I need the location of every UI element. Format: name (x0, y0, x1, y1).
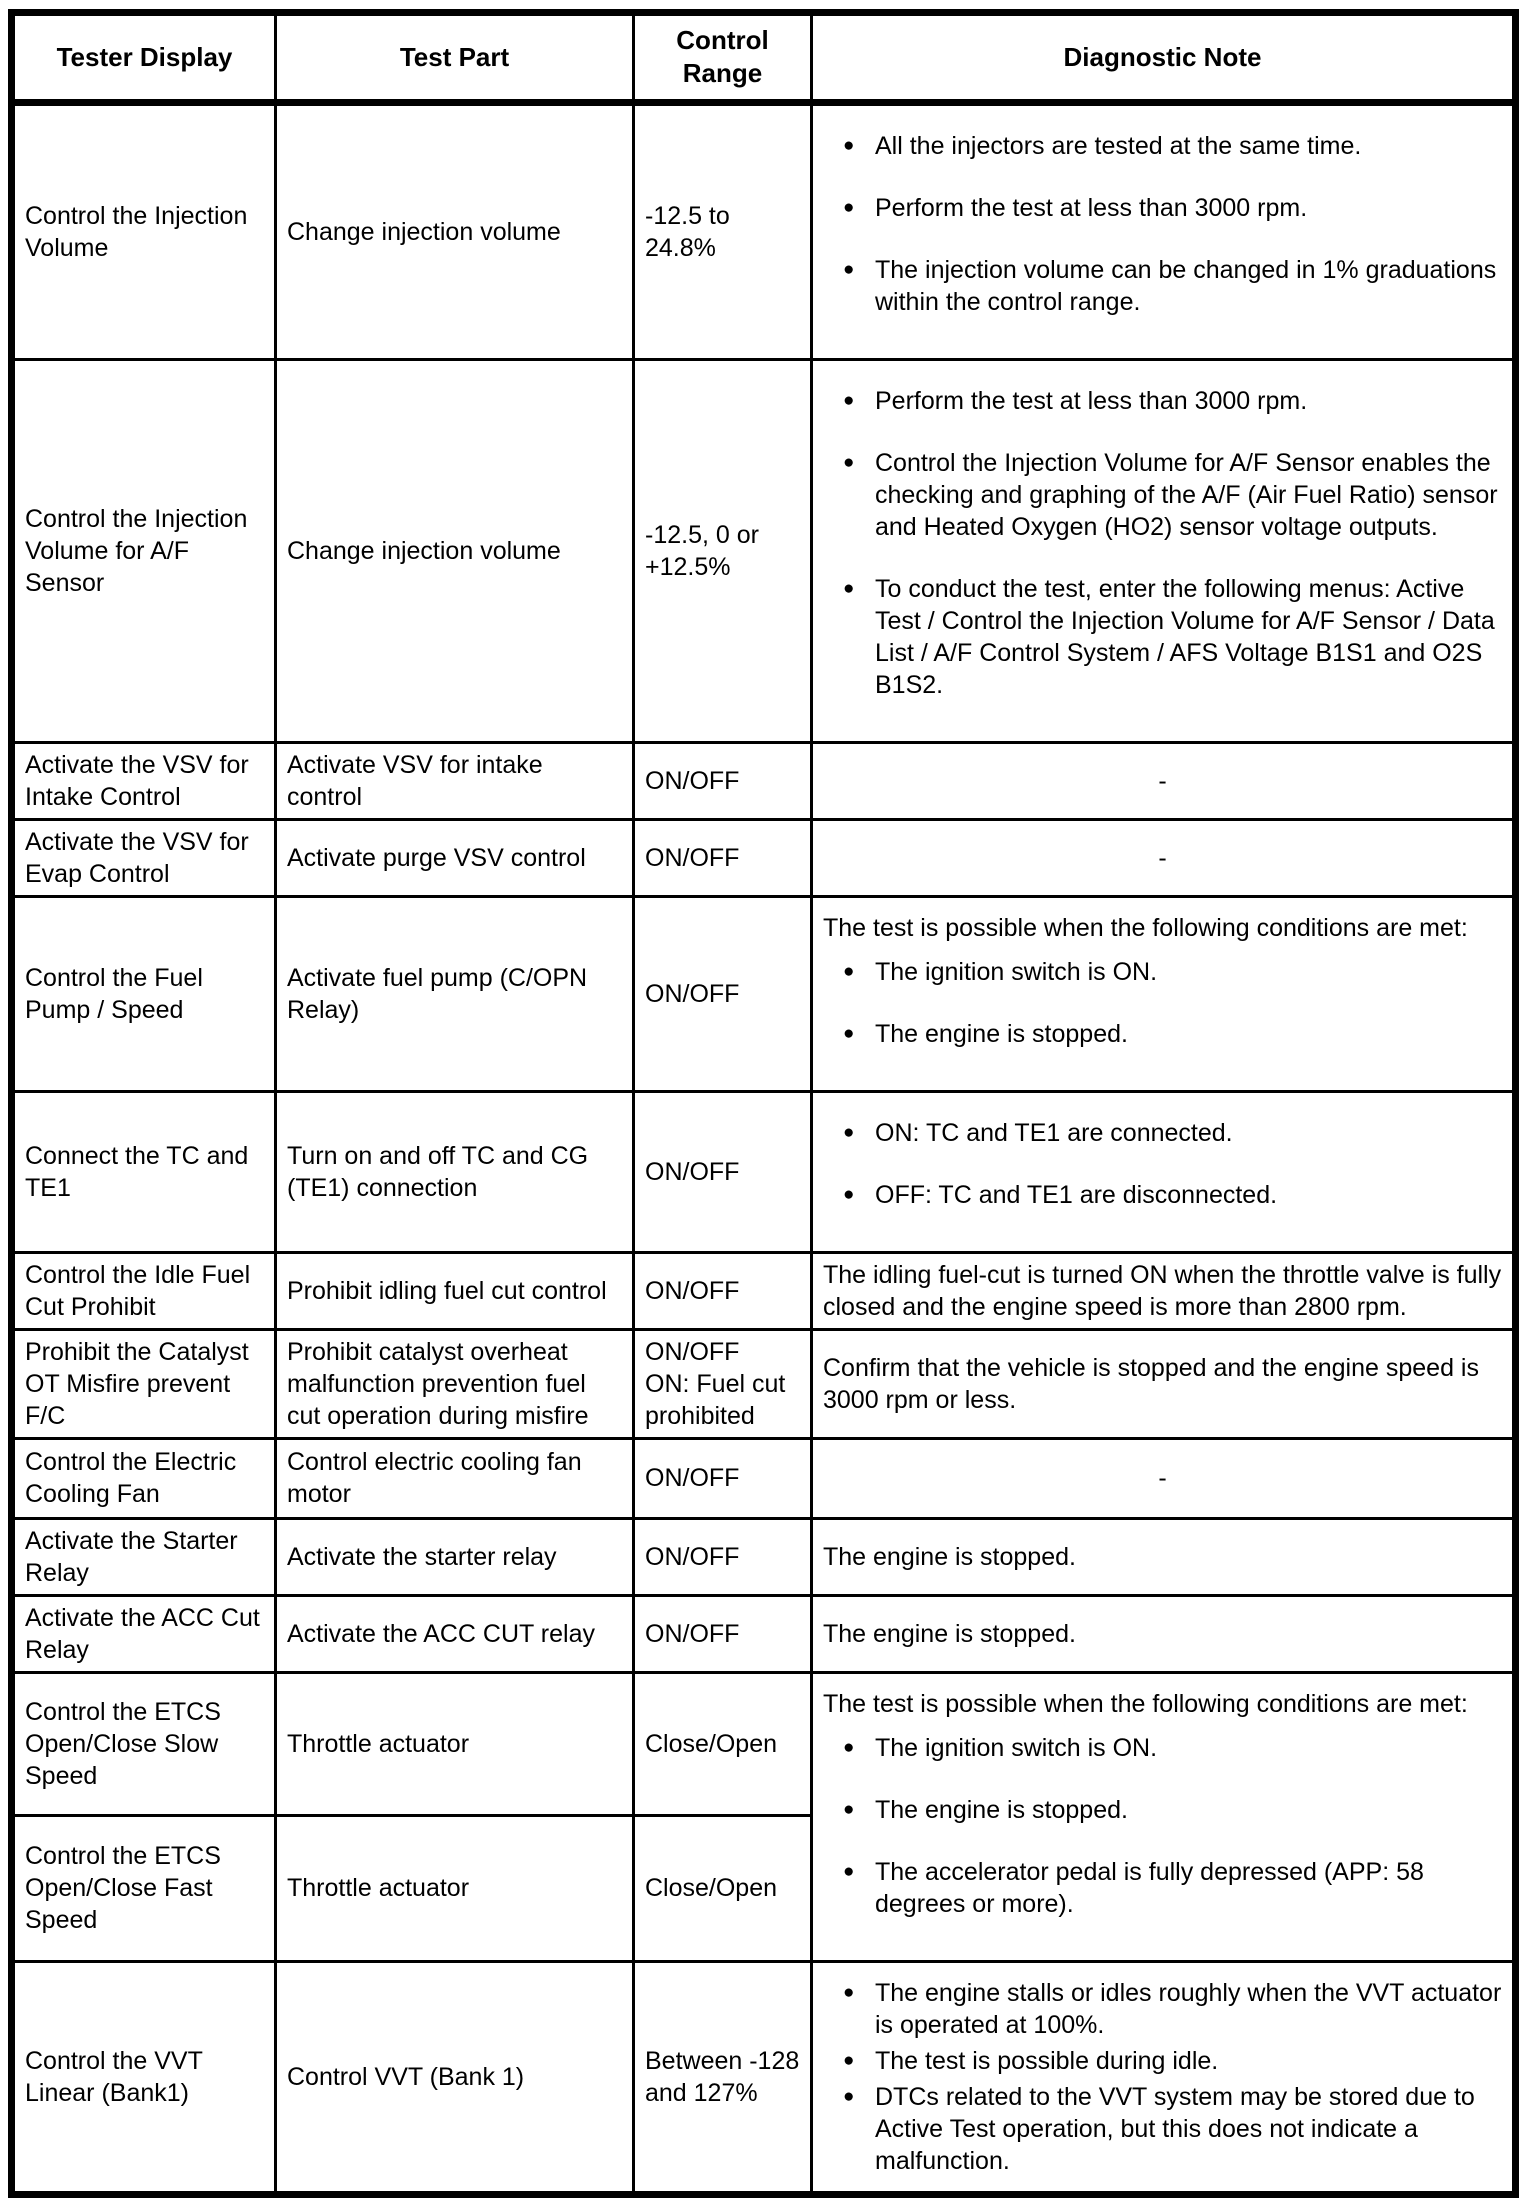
bullet-icon: ● (843, 577, 855, 599)
bullet-text: DTCs related to the VVT system may be stored due to Active Test operation, but this does not indicate a malfunction. (875, 2082, 1475, 2175)
table-row (12, 359, 1516, 742)
cell-diagnostic-note: The idling fuel-cut is turned ON when the throttle valve is fully closed and the engine speed is more than 2800 rpm. (812, 1252, 1516, 1329)
cell-control-range (634, 1329, 812, 1438)
control-range-line1: ON/OFF (645, 1337, 740, 1366)
table-row (12, 1595, 1516, 1672)
cell-diagnostic-note: Confirm that the vehicle is stopped and the engine speed is 3000 rpm or less. (812, 1329, 1516, 1438)
cell-diagnostic-note: The engine is stopped. (812, 1518, 1516, 1595)
bullet-item (831, 1794, 1502, 1826)
cell-control-range: Between -128 and 127% (634, 1961, 812, 2194)
bullet-item (831, 956, 1502, 988)
bullet-icon: ● (843, 134, 855, 156)
bullet-icon: ● (843, 1121, 855, 1143)
bullet-icon: ● (843, 2049, 855, 2071)
bullet-text: The accelerator pedal is fully depressed (APP: 58 degrees or more). (875, 1857, 1424, 1918)
bullet-icon: ● (843, 1798, 855, 1820)
bullet-item (831, 254, 1502, 318)
header-diagnostic-note: Diagnostic Note (812, 13, 1516, 103)
bullet-item (831, 2081, 1502, 2177)
table-row (12, 1672, 1516, 1816)
header-tester-display: Tester Display (12, 13, 276, 103)
cell-tester-display: Control the Idle Fuel Cut Prohibit (12, 1252, 276, 1329)
table-row (12, 1252, 1516, 1329)
bullet-icon: ● (843, 1022, 855, 1044)
cell-control-range: ON/OFF (634, 819, 812, 896)
cell-control-range: -12.5 to 24.8% (634, 102, 812, 359)
cell-test-part: Throttle actuator (276, 1816, 634, 1961)
bullet-icon: ● (843, 1981, 855, 2003)
cell-control-range: ON/OFF (634, 896, 812, 1091)
cell-tester-display: Activate the Starter Relay (12, 1518, 276, 1595)
cell-tester-display: Connect the TC and TE1 (12, 1091, 276, 1252)
bullet-icon: ● (843, 960, 855, 982)
bullet-item (831, 192, 1502, 224)
bullet-text: OFF: TC and TE1 are disconnected. (875, 1180, 1278, 1209)
cell-diagnostic-note-merged (812, 1672, 1516, 1961)
bullet-item (831, 2045, 1502, 2077)
cell-test-part: Change injection volume (276, 102, 634, 359)
bullet-text: Perform the test at less than 3000 rpm. (875, 386, 1308, 415)
table-row (12, 896, 1516, 1091)
cell-control-range: Close/Open (634, 1672, 812, 1816)
bullet-text: The injection volume can be changed in 1% graduations within the control range. (875, 255, 1497, 316)
bullet-text: To conduct the test, enter the following menus: Active Test / Control the Injection Volume for A/F Sensor / Data List / A/F Control System / AFS Voltage B1S1 and O2S B1S2. (875, 574, 1495, 699)
cell-tester-display: Prohibit the Catalyst OT Misfire prevent F/C (12, 1329, 276, 1438)
table-row (12, 1961, 1516, 2194)
cell-tester-display: Control the VVT Linear (Bank1) (12, 1961, 276, 2194)
cell-control-range: ON/OFF (634, 1252, 812, 1329)
cell-test-part: Control VVT (Bank 1) (276, 1961, 634, 2194)
bullet-item (831, 1179, 1502, 1211)
bullet-text: The ignition switch is ON. (875, 1733, 1158, 1762)
bullet-text: The engine stalls or idles roughly when the VVT actuator is operated at 100%. (875, 1978, 1502, 2039)
table-row (12, 819, 1516, 896)
table-row (12, 1438, 1516, 1518)
cell-test-part: Activate purge VSV control (276, 819, 634, 896)
cell-test-part: Prohibit catalyst overheat malfunction prevention fuel cut operation during misfire (276, 1329, 634, 1438)
cell-diagnostic-note: - (812, 819, 1516, 896)
cell-test-part: Control electric cooling fan motor (276, 1438, 634, 1518)
bullet-item (831, 1732, 1502, 1764)
bullet-item (831, 1856, 1502, 1920)
bullet-item (831, 1117, 1502, 1149)
note-intro: The test is possible when the following conditions are met: (823, 1689, 1468, 1718)
cell-control-range: -12.5, 0 or +12.5% (634, 359, 812, 742)
cell-test-part: Activate the starter relay (276, 1518, 634, 1595)
bullet-item (831, 447, 1502, 543)
bullet-icon: ● (843, 1860, 855, 1882)
cell-diagnostic-note (812, 1091, 1516, 1252)
header-test-part: Test Part (276, 13, 634, 103)
bullet-icon: ● (843, 389, 855, 411)
control-range-line2: ON: Fuel cut prohibited (645, 1369, 786, 1430)
header-row (12, 13, 1516, 103)
cell-tester-display: Activate the VSV for Evap Control (12, 819, 276, 896)
bullet-icon: ● (843, 196, 855, 218)
bullet-text: Perform the test at less than 3000 rpm. (875, 193, 1308, 222)
bullet-icon: ● (843, 451, 855, 473)
cell-tester-display: Activate the ACC Cut Relay (12, 1595, 276, 1672)
cell-tester-display: Control the Injection Volume (12, 102, 276, 359)
bullet-item (831, 130, 1502, 162)
note-intro: The test is possible when the following conditions are met: (823, 913, 1468, 942)
cell-test-part: Change injection volume (276, 359, 634, 742)
header-control-range: Control Range (634, 13, 812, 103)
bullet-text: The ignition switch is ON. (875, 957, 1158, 986)
cell-control-range: ON/OFF (634, 742, 812, 819)
cell-diagnostic-note (812, 359, 1516, 742)
cell-control-range: ON/OFF (634, 1595, 812, 1672)
bullet-text: ON: TC and TE1 are connected. (875, 1118, 1233, 1147)
cell-test-part: Activate VSV for intake control (276, 742, 634, 819)
bullet-text: All the injectors are tested at the same time. (875, 131, 1362, 160)
bullet-text: The engine is stopped. (875, 1019, 1128, 1048)
bullet-text: Control the Injection Volume for A/F Sensor enables the checking and graphing of the A/F (Air Fuel Ratio) sensor and Heated Oxygen (HO2) sensor voltage outputs. (875, 448, 1498, 541)
bullet-icon: ● (843, 1736, 855, 1758)
cell-diagnostic-note: - (812, 742, 1516, 819)
bullet-text: The test is possible during idle. (875, 2046, 1219, 2075)
cell-control-range: ON/OFF (634, 1518, 812, 1595)
bullet-icon: ● (843, 1183, 855, 1205)
cell-diagnostic-note (812, 102, 1516, 359)
table-row (12, 742, 1516, 819)
cell-tester-display: Activate the VSV for Intake Control (12, 742, 276, 819)
cell-diagnostic-note (812, 896, 1516, 1091)
cell-test-part: Prohibit idling fuel cut control (276, 1252, 634, 1329)
bullet-item (831, 1977, 1502, 2041)
cell-diagnostic-note: The engine is stopped. (812, 1595, 1516, 1672)
active-test-table (8, 9, 1519, 2198)
cell-control-range: ON/OFF (634, 1438, 812, 1518)
cell-test-part: Throttle actuator (276, 1672, 634, 1816)
cell-control-range: Close/Open (634, 1816, 812, 1961)
cell-control-range: ON/OFF (634, 1091, 812, 1252)
cell-test-part: Activate the ACC CUT relay (276, 1595, 634, 1672)
cell-tester-display: Control the ETCS Open/Close Fast Speed (12, 1816, 276, 1961)
cell-tester-display: Control the Electric Cooling Fan (12, 1438, 276, 1518)
bullet-item (831, 385, 1502, 417)
bullet-item (831, 1018, 1502, 1050)
bullet-item (831, 573, 1502, 701)
table-row (12, 1518, 1516, 1595)
cell-test-part: Activate fuel pump (C/OPN Relay) (276, 896, 634, 1091)
bullet-icon: ● (843, 2085, 855, 2107)
table-row (12, 1091, 1516, 1252)
cell-test-part: Turn on and off TC and CG (TE1) connection (276, 1091, 634, 1252)
bullet-text: The engine is stopped. (875, 1795, 1128, 1824)
cell-diagnostic-note (812, 1961, 1516, 2194)
cell-tester-display: Control the Fuel Pump / Speed (12, 896, 276, 1091)
table-row (12, 102, 1516, 359)
cell-diagnostic-note: - (812, 1438, 1516, 1518)
bullet-icon: ● (843, 258, 855, 280)
table-row (12, 1329, 1516, 1438)
cell-tester-display: Control the ETCS Open/Close Slow Speed (12, 1672, 276, 1816)
cell-tester-display: Control the Injection Volume for A/F Sensor (12, 359, 276, 742)
